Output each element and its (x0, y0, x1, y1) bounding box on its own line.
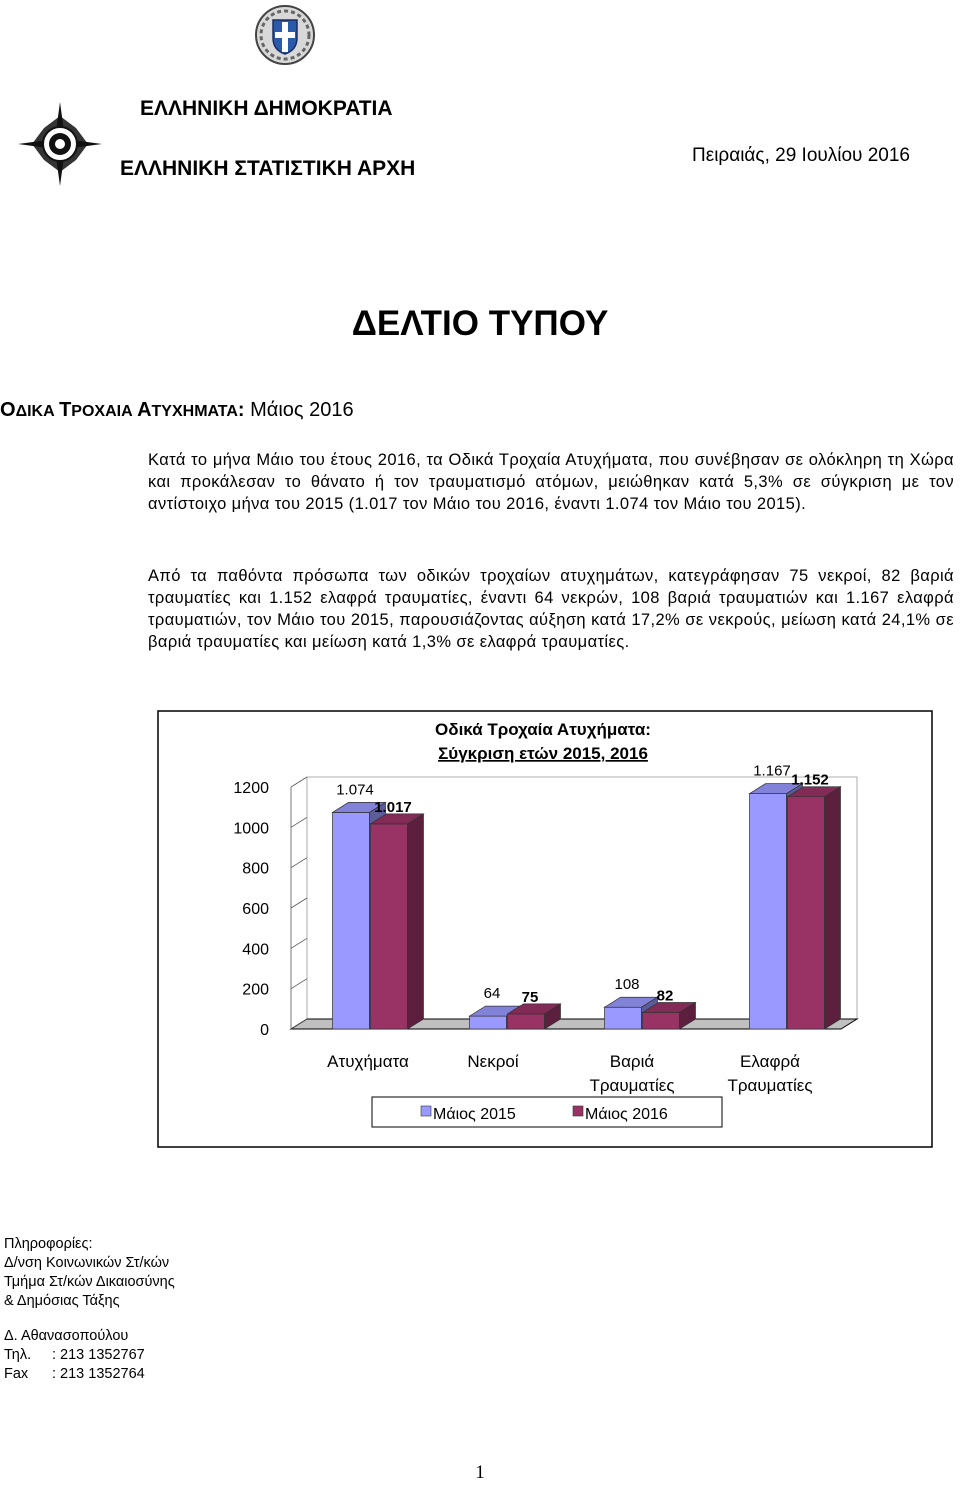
bar-front (470, 1016, 507, 1029)
greek-coat-of-arms-icon (254, 4, 316, 66)
chart-subtitle: Σύγκριση ετών 2015, 2016 (438, 744, 648, 763)
x-category-label: Τραυματίες (589, 1076, 675, 1095)
x-category-label: Βαριά (609, 1052, 655, 1071)
bar-value-label: 1.017 (374, 798, 412, 816)
contact-heading: Πληροφορίες: (4, 1236, 93, 1252)
subject-colon: : (237, 399, 251, 421)
document-title: ΔΕΛΤΙΟ ΤΥΠΟΥ (351, 304, 609, 343)
subject-letters: ΔΙΚΑ (15, 403, 60, 420)
subject-heading (0, 399, 354, 422)
contact-person-block (4, 1327, 145, 1384)
bar-front (643, 1012, 680, 1029)
bar-side (825, 787, 841, 1029)
legend-label: Μάιος 2016 (585, 1106, 668, 1123)
release-date: Πειραιάς, 29 Ιουλίου 2016 (692, 145, 910, 166)
bar-side (408, 814, 424, 1029)
legend-swatch (421, 1106, 431, 1116)
organization-line-2: ΕΛΛΗΝΙΚΗ ΣΤΑΤΙΣΤΙΚΗ ΑΡΧΗ (120, 157, 416, 180)
accidents-comparison-chart (157, 710, 933, 1148)
subject-letter: Ο (0, 399, 16, 421)
y-tick-label: 800 (242, 860, 269, 878)
bar-front (750, 794, 787, 1029)
contact-section-cont: & Δημόσιας Τάξης (4, 1293, 120, 1309)
legend-label: Μάιος 2015 (433, 1106, 516, 1123)
x-category-label: Ελαφρά (740, 1052, 800, 1071)
bar-value-label: 64 (483, 985, 501, 1003)
casualties-paragraph: Από τα παθόντα πρόσωπα των οδικών τροχαίων ατυχημάτων, κατεγράφησαν 75 νεκροί, 82 βαριά τραυματίες και 1.152 ελαφρά τραυματίες, έναντι 64 νεκρών, 108 βαριά τραυματιών και 1.167 ελαφρά τραυματιών, τον Μάιο του 2015, παρουσιάζοντας αύξηση κατά 17,2% σε νεκρούς, μείωση κατά 24,1% σε βαριά τραυματίες και μείωση κατά 1,3% σε ελαφρά τραυματίες. (148, 567, 954, 651)
chart-canvas (157, 710, 933, 1148)
bar-value-label: 1.167 (753, 762, 791, 780)
contact-department: Δ/νση Κοινωνικών Στ/κών (4, 1255, 170, 1271)
phone-number: : 213 1352767 (52, 1347, 145, 1363)
elstat-compass-logo-icon (18, 102, 102, 186)
y-tick-label: 1000 (233, 820, 269, 838)
x-category-label: Τραυματίες (727, 1076, 813, 1095)
y-tick-label: 600 (242, 901, 269, 918)
contact-department-block (4, 1235, 175, 1311)
bar-front (605, 1007, 642, 1029)
page-number: 1 (475, 1462, 485, 1483)
subject-period: Μάιος 2016 (250, 399, 354, 421)
phone-label: Τηλ. (4, 1347, 32, 1363)
bar-front (788, 797, 825, 1029)
y-tick-label: 1200 (233, 780, 269, 797)
x-category-label: Ατυχήματα (327, 1052, 409, 1071)
bar-value-label: 1.152 (791, 771, 829, 789)
fax-label: Fax (4, 1366, 29, 1382)
bar-front (508, 1014, 545, 1029)
summary-paragraph: Κατά το μήνα Μάιο του έτους 2016, τα Οδικά Τροχαία Ατυχήματα, που συνέβησαν σε ολόκληρη τη Χώρα και προκάλεσαν το θάνατο ή τον τραυματισμό ατόμων, μειώθηκαν κατά 5,3% σε σύγκριση με τον αντίστοιχο μήνα του 2015 (1.017 τον Μάιο του 2016, έναντι 1.074 τον Μάιο του 2015). (148, 451, 954, 513)
organization-line-1: ΕΛΛΗΝΙΚΗ ΔΗΜΟΚΡΑΤΙΑ (140, 97, 393, 120)
bar-value-label: 1.074 (336, 781, 374, 799)
bar-front (371, 824, 408, 1029)
bar-value-label: 82 (656, 987, 674, 1005)
subject-letter: Τ (59, 399, 72, 421)
x-category-label: Νεκροί (467, 1052, 519, 1071)
fax-number: : 213 1352764 (52, 1366, 145, 1382)
chart-title: Οδικά Τροχαία Ατυχήματα: (435, 720, 651, 739)
subject-letter: Α (137, 399, 152, 421)
bar-front (333, 812, 370, 1029)
y-tick-label: 200 (242, 981, 269, 999)
contact-section: Τμήμα Στ/κών Δικαιοσύνης (4, 1274, 175, 1290)
subject-letters: ΤΥΧΗΜΑΤΑ (151, 403, 238, 420)
legend-swatch (573, 1106, 583, 1116)
bar-value-label: 108 (614, 976, 640, 994)
subject-letters: ΡΟΧΑΙΑ (71, 403, 138, 420)
y-tick-label: 400 (242, 941, 269, 959)
bar-value-label: 75 (521, 988, 539, 1006)
contact-person: Δ. Αθανασοπούλου (4, 1328, 129, 1344)
y-tick-label: 0 (260, 1022, 269, 1039)
